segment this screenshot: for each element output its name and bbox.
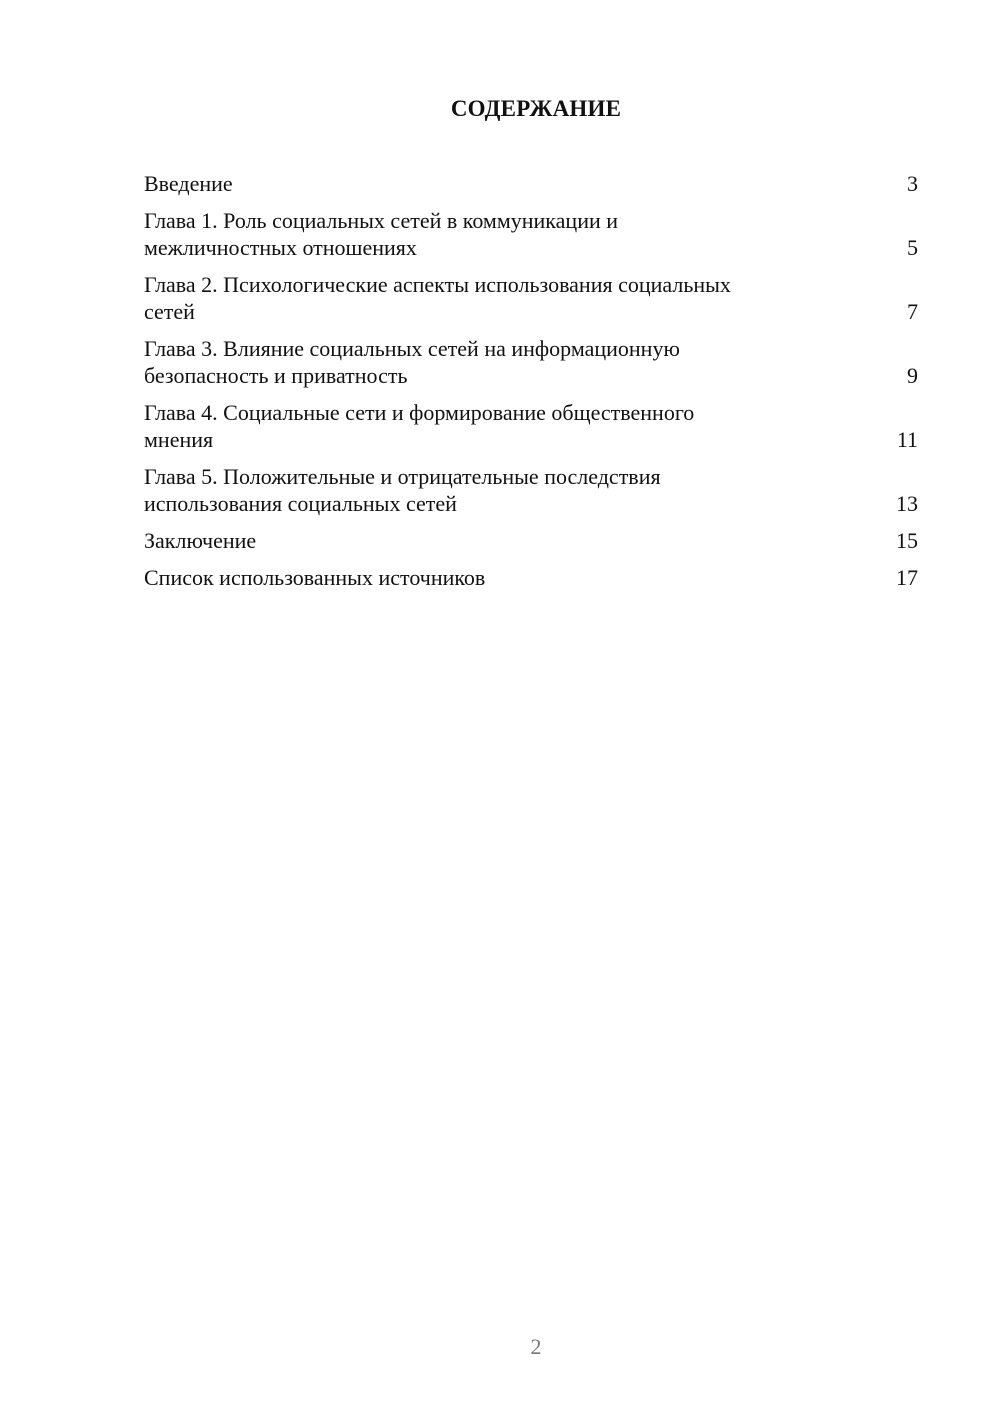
page-number: 2 (530, 1334, 542, 1359)
toc-title: СОДЕРЖАНИЕ (450, 96, 622, 121)
toc-entry-conclusion[interactable] (144, 527, 918, 554)
toc-entry-label: Глава 4. Социальные сети и формирование общественного мнения (144, 400, 695, 452)
toc-entry-page: 13 (896, 491, 918, 516)
toc-entry-page: 5 (907, 235, 918, 260)
toc-entry-page: 17 (896, 565, 918, 590)
toc-entry-label: Глава 2. Психологические аспекты использования социальных сетей (144, 272, 731, 324)
toc-entry-page: 9 (907, 363, 918, 388)
toc-entry-introduction[interactable] (144, 170, 918, 197)
toc-entry-page: 15 (896, 528, 918, 553)
toc-entry-chapter-2[interactable] (144, 271, 918, 325)
toc-entry-page: 3 (907, 171, 918, 196)
toc-entry-label: Заключение (144, 528, 257, 553)
toc-entry-chapter-1[interactable] (144, 207, 918, 261)
toc-entry-chapter-3[interactable] (144, 335, 918, 389)
toc-entry-page: 7 (907, 299, 918, 324)
toc-entry-chapter-5[interactable] (144, 463, 918, 517)
toc-entry-page: 11 (896, 427, 918, 452)
toc-entry-label: Список использованных источников (144, 565, 486, 590)
toc-entry-label: Глава 3. Влияние социальных сетей на информационную безопасность и приватность (144, 336, 680, 388)
toc-entry-references[interactable] (144, 564, 918, 591)
toc-entry-label: Глава 1. Роль социальных сетей в коммуникации и межличностных отношениях (144, 208, 619, 260)
table-of-contents (144, 170, 918, 601)
toc-entry-label: Глава 5. Положительные и отрицательные последствия использования социальных сетей (144, 464, 661, 516)
toc-entry-label: Введение (144, 171, 233, 196)
toc-entry-chapter-4[interactable] (144, 399, 918, 453)
